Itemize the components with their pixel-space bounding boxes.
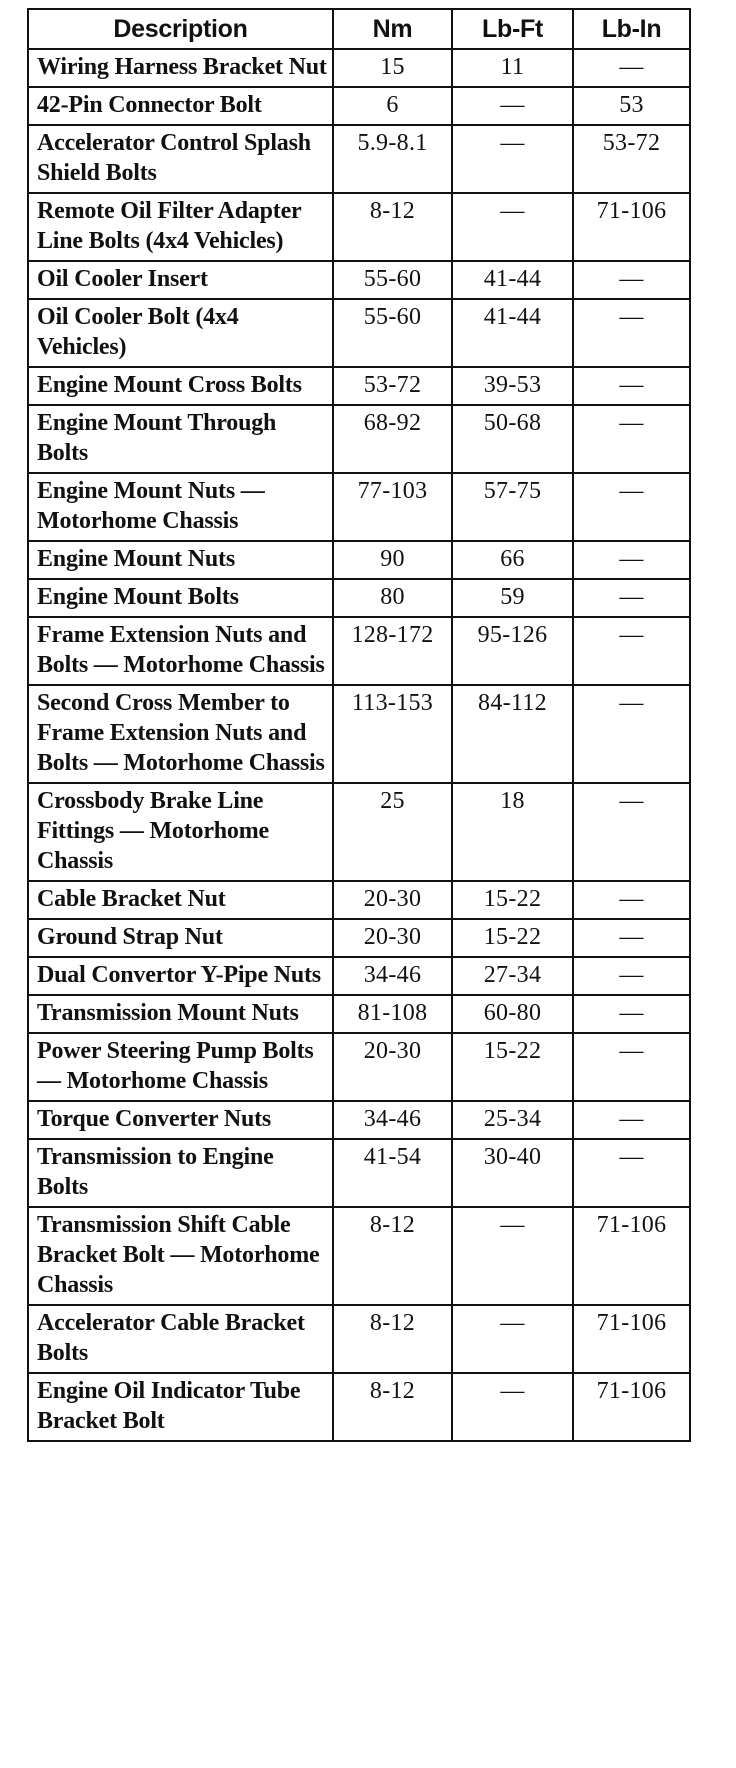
cell-lb-ft: 11 [452,49,573,87]
cell-lb-ft: 30-40 [452,1139,573,1207]
cell-lb-in: — [573,1139,690,1207]
cell-description: Engine Mount Nuts [28,541,333,579]
torque-spec-table [27,8,691,1442]
cell-nm: 34-46 [333,1101,452,1139]
table-body [28,49,690,1441]
cell-nm: 6 [333,87,452,125]
cell-lb-ft: — [452,1207,573,1305]
cell-lb-ft: 18 [452,783,573,881]
cell-description: Second Cross Member to Frame Extension Nuts and Bolts — Motorhome Chassis [28,685,333,783]
cell-lb-ft: 15-22 [452,881,573,919]
table-header [28,9,690,49]
table-row [28,783,690,881]
cell-nm: 81-108 [333,995,452,1033]
cell-description: Engine Mount Nuts — Motorhome Chassis [28,473,333,541]
table-row [28,617,690,685]
cell-lb-in: — [573,299,690,367]
cell-nm: 80 [333,579,452,617]
cell-lb-in: — [573,685,690,783]
cell-lb-in: — [573,1101,690,1139]
cell-lb-in: — [573,1033,690,1101]
cell-nm: 68-92 [333,405,452,473]
cell-lb-in: — [573,881,690,919]
cell-description: Dual Convertor Y-Pipe Nuts [28,957,333,995]
table-row [28,919,690,957]
cell-lb-ft: 60-80 [452,995,573,1033]
cell-lb-in: 71-106 [573,193,690,261]
cell-lb-in: 53 [573,87,690,125]
cell-lb-in: — [573,367,690,405]
cell-lb-in: 71-106 [573,1207,690,1305]
cell-description: Frame Extension Nuts and Bolts — Motorhome Chassis [28,617,333,685]
cell-nm: 15 [333,49,452,87]
cell-lb-in: 53-72 [573,125,690,193]
cell-description: Transmission to Engine Bolts [28,1139,333,1207]
cell-lb-ft: — [452,193,573,261]
cell-lb-ft: 57-75 [452,473,573,541]
cell-lb-ft: 59 [452,579,573,617]
cell-description: Transmission Shift Cable Bracket Bolt — Motorhome Chassis [28,1207,333,1305]
table-row [28,1101,690,1139]
cell-lb-ft: 15-22 [452,919,573,957]
cell-nm: 8-12 [333,1373,452,1441]
table-row [28,685,690,783]
cell-nm: 90 [333,541,452,579]
table-row [28,1033,690,1101]
table-row [28,579,690,617]
cell-description: Oil Cooler Bolt (4x4 Vehicles) [28,299,333,367]
cell-description: Accelerator Cable Bracket Bolts [28,1305,333,1373]
cell-nm: 20-30 [333,881,452,919]
cell-lb-in: — [573,261,690,299]
cell-lb-ft: 41-44 [452,261,573,299]
table-row [28,193,690,261]
cell-lb-in: — [573,617,690,685]
table-row [28,995,690,1033]
table-row [28,367,690,405]
cell-lb-in: — [573,995,690,1033]
cell-description: Engine Mount Bolts [28,579,333,617]
cell-nm: 20-30 [333,919,452,957]
cell-nm: 8-12 [333,1207,452,1305]
cell-nm: 25 [333,783,452,881]
cell-lb-in: 71-106 [573,1373,690,1441]
cell-lb-ft: — [452,1373,573,1441]
cell-nm: 8-12 [333,1305,452,1373]
cell-lb-in: 71-106 [573,1305,690,1373]
cell-description: Power Steering Pump Bolts — Motorhome Chassis [28,1033,333,1101]
cell-lb-ft: 39-53 [452,367,573,405]
cell-nm: 113-153 [333,685,452,783]
cell-description: Ground Strap Nut [28,919,333,957]
cell-description: Remote Oil Filter Adapter Line Bolts (4x4 Vehicles) [28,193,333,261]
table-row [28,541,690,579]
cell-description: Engine Oil Indicator Tube Bracket Bolt [28,1373,333,1441]
cell-nm: 128-172 [333,617,452,685]
cell-lb-ft: 50-68 [452,405,573,473]
cell-nm: 5.9-8.1 [333,125,452,193]
cell-description: Cable Bracket Nut [28,881,333,919]
cell-nm: 20-30 [333,1033,452,1101]
cell-lb-ft: 15-22 [452,1033,573,1101]
cell-nm: 41-54 [333,1139,452,1207]
cell-nm: 55-60 [333,261,452,299]
cell-description: 42-Pin Connector Bolt [28,87,333,125]
table-row [28,261,690,299]
cell-lb-in: — [573,957,690,995]
cell-description: Torque Converter Nuts [28,1101,333,1139]
cell-lb-in: — [573,919,690,957]
table-row [28,1373,690,1441]
table-row [28,125,690,193]
cell-lb-ft: 41-44 [452,299,573,367]
cell-lb-in: — [573,783,690,881]
column-header-nm: Nm [333,9,452,49]
table-row [28,1207,690,1305]
cell-lb-in: — [573,473,690,541]
table-row [28,87,690,125]
cell-lb-in: — [573,49,690,87]
cell-lb-in: — [573,405,690,473]
header-row [28,9,690,49]
table-row [28,49,690,87]
cell-lb-ft: — [452,87,573,125]
cell-lb-ft: — [452,125,573,193]
cell-nm: 8-12 [333,193,452,261]
cell-nm: 53-72 [333,367,452,405]
column-header-description: Description [28,9,333,49]
table-row [28,299,690,367]
cell-nm: 55-60 [333,299,452,367]
cell-lb-ft: 25-34 [452,1101,573,1139]
cell-nm: 34-46 [333,957,452,995]
cell-lb-ft: 84-112 [452,685,573,783]
table-row [28,405,690,473]
column-header-lb-in: Lb-In [573,9,690,49]
cell-lb-ft: 95-126 [452,617,573,685]
table-row [28,1305,690,1373]
cell-description: Engine Mount Through Bolts [28,405,333,473]
table-row [28,1139,690,1207]
cell-description: Crossbody Brake Line Fittings — Motorhome Chassis [28,783,333,881]
cell-lb-ft: — [452,1305,573,1373]
table-row [28,881,690,919]
cell-nm: 77-103 [333,473,452,541]
cell-lb-in: — [573,579,690,617]
cell-lb-in: — [573,541,690,579]
cell-description: Accelerator Control Splash Shield Bolts [28,125,333,193]
column-header-lb-ft: Lb-Ft [452,9,573,49]
cell-description: Oil Cooler Insert [28,261,333,299]
cell-description: Transmission Mount Nuts [28,995,333,1033]
table-row [28,957,690,995]
cell-lb-ft: 66 [452,541,573,579]
cell-description: Wiring Harness Bracket Nut [28,49,333,87]
cell-lb-ft: 27-34 [452,957,573,995]
table-row [28,473,690,541]
cell-description: Engine Mount Cross Bolts [28,367,333,405]
